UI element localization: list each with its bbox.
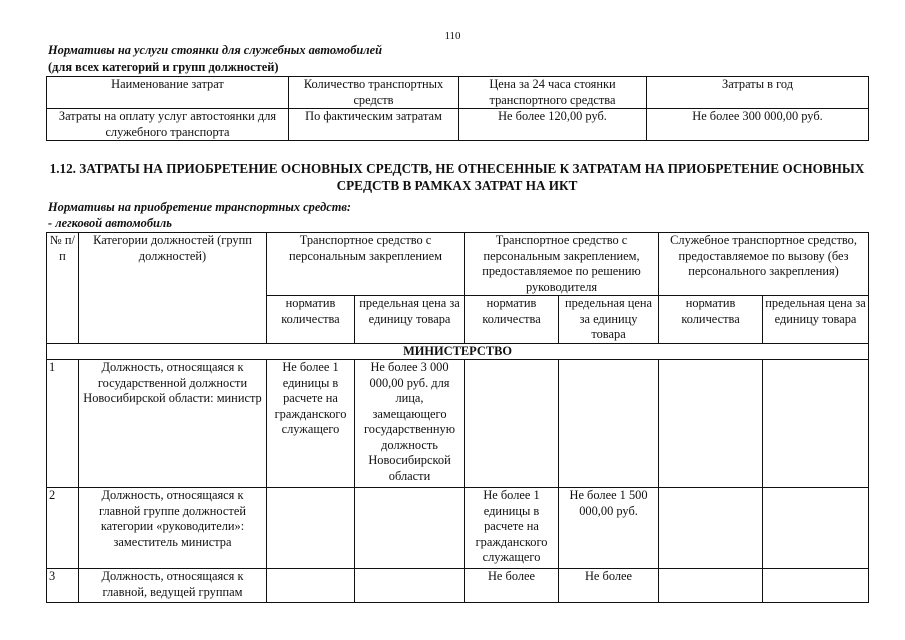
row-num: 3 [47,569,79,603]
row-price-2 [559,360,659,488]
parking-norms-table [46,76,869,141]
vehicles-heading: Нормативы на приобретение транспортных средств: [48,200,352,214]
row-qty-3 [659,569,763,603]
row-qty-1 [267,569,355,603]
row-category: Должность, относящаяся к главной, ведущей группам [79,569,267,603]
header-category: Категории должностей (групп должностей) [79,233,267,344]
vehicles-subheading: - легковой автомобиль [48,216,172,230]
ministry-label: МИНИСТЕРСТВО [47,343,869,360]
row-qty-2: Не более [465,569,559,603]
row-price-2: Не более 1 500 000,00 руб. [559,488,659,569]
header-price-24h: Цена за 24 часа стоянки транспортного средства [459,77,647,109]
header-vehicle-count: Количество транспортных средств [289,77,459,109]
header-price-1: предельная цена за единицу товара [355,296,465,344]
row-qty-3 [659,488,763,569]
table-row [47,360,869,488]
row-category: Должность, относящаяся к государственной должности Новосибирской области: министр [79,360,267,488]
row-qty-2 [465,360,559,488]
row-num: 1 [47,360,79,488]
row-category: Должность, относящаяся к главной группе должностей категории «руководители»: заместитель министра [79,488,267,569]
ministry-row [47,343,869,360]
row-num: 2 [47,488,79,569]
row-price-2: Не более [559,569,659,603]
cell-annual-cost: Не более 300 000,00 руб. [647,109,869,141]
header-qty-2: норматив количества [465,296,559,344]
header-group-on-call: Служебное транспортное средство, предоставляемое по вызову (без персонального закрепления) [659,233,869,296]
row-qty-1 [267,488,355,569]
header-price-3: предельная цена за единицу товара [763,296,869,344]
row-price-3 [763,569,869,603]
header-qty-1: норматив количества [267,296,355,344]
header-cost-name: Наименование затрат [47,77,289,109]
row-price-1 [355,569,465,603]
header-group-personal: Транспортное средство с персональным закреплением [267,233,465,296]
section-title: 1.12. ЗАТРАТЫ НА ПРИОБРЕТЕНИЕ ОСНОВНЫХ СРЕДСТВ, НЕ ОТНЕСЕННЫЕ К ЗАТРАТАМ НА ПРИОБРЕТЕНИЕ ОСНОВНЫХ СРЕДСТВ В РАМКАХ ЗАТРАТ НА ИКТ [49,161,865,193]
header-num: № п/п [47,233,79,344]
row-qty-1: Не более 1 единицы в расчете на гражданского служащего [267,360,355,488]
row-qty-3 [659,360,763,488]
row-price-3 [763,360,869,488]
row-price-1: Не более 3 000 000,00 руб. для лица, замещающего государственную должность Новосибирской области [355,360,465,488]
cell-vehicle-count: По фактическим затратам [289,109,459,141]
parking-subheading: (для всех категорий и групп должностей) [48,60,279,74]
header-annual-cost: Затраты в год [647,77,869,109]
cell-cost-name: Затраты на оплату услуг автостоянки для служебного транспорта [47,109,289,141]
cell-price-24h: Не более 120,00 руб. [459,109,647,141]
page-number: 110 [444,30,461,42]
header-group-by-decision: Транспортное средство с персональным закреплением, предоставляемое по решению руководителя [465,233,659,296]
row-qty-2: Не более 1 единицы в расчете на гражданского служащего [465,488,559,569]
table-row [47,488,869,569]
vehicle-norms-table [46,232,869,603]
row-price-1 [355,488,465,569]
row-price-3 [763,488,869,569]
header-price-2: предельная цена за единицу товара [559,296,659,344]
table-header-row [47,233,869,296]
table-row [47,569,869,603]
parking-heading: Нормативы на услуги стоянки для служебных автомобилей [48,43,383,57]
table-header-row [47,77,869,109]
header-qty-3: норматив количества [659,296,763,344]
table-row [47,109,869,141]
